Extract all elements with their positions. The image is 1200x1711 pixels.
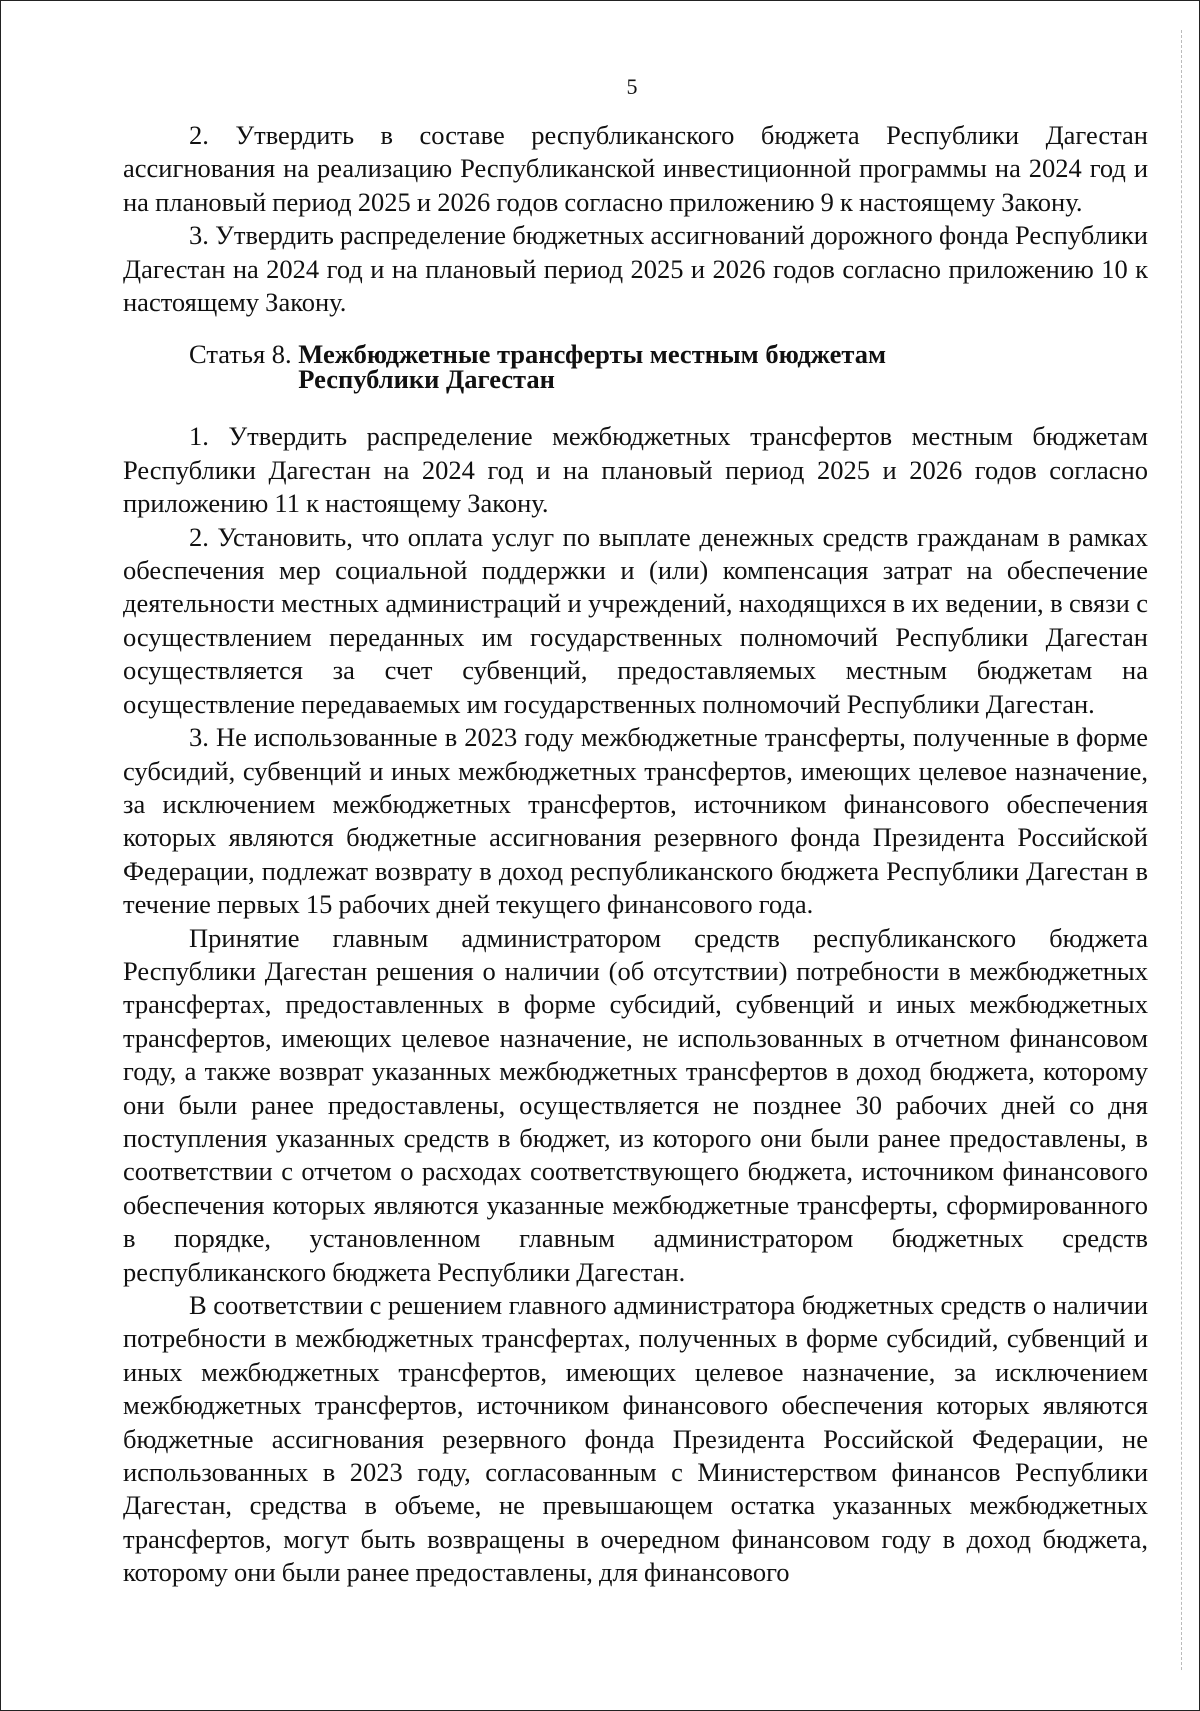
page-number: 5: [626, 74, 638, 99]
paragraph-appendix-9: 2. Утвердить в составе республиканского бюджета Республики Дагестан ассигнования на реализацию Республиканской инвестиционной программы на 2024 год и на плановый период 2025 и 2026 годов согласно приложению 9 к настоящему Закону.: [123, 120, 1148, 217]
article-title-line-1: Межбюджетные трансферты местным бюджетам: [298, 339, 887, 370]
paragraph-administrator-decision: Принятие главным администратором средств республиканского бюджета Республики Дагестан решения о наличии (об отсутствии) потребности в межбюджетных трансфертах, предоставленных в форме субсидий, субвенций и иных межбюджетных трансфертов, имеющих целевое назначение, не использованных в отчетном финансовом году, а также возврат указанных межбюджетных трансфертов в доход бюджета, которому они были ранее предоставлены, осуществляется не позднее 30 рабочих дней со дня поступления указанных средств в бюджет, из которого они были ранее предоставлены, в соответствии с отчетом о расходах соответствующего бюджета, источником финансового обеспечения которых являются указанные межбюджетные трансферты, сформированного в порядке, установленном главным администратором бюджетных средств республиканского бюджета Республики Дагестан.: [123, 922, 1148, 1287]
paragraph-return-of-funds: В соответствии с решением главного администратора бюджетных средств о наличии потребности в межбюджетных трансфертах, полученных в форме субсидий, субвенций и иных межбюджетных трансфертов, имеющих целевое назначение, за исключением межбюджетных трансфертов, источником финансового обеспечения которых являются бюджетные ассигнования резервного фонда Президента Российской Федерации, не использованных в 2023 году, согласованным с Министерством финансов Республики Дагестан, средства в объеме, не превышающем остатка указанных межбюджетных трансфертов, могут быть возвращены в очередном финансовом году в доход бюджета, которому они были ранее предоставлены, для финансового: [123, 1290, 1148, 1588]
article-number: Статья 8.: [189, 339, 299, 370]
paragraph-unused-transfers: 3. Не использованные в 2023 году межбюджетные трансферты, полученные в форме субсидий, субвенций и иных межбюджетных трансфертов, имеющих целевое назначение, за исключением межбюджетных трансфертов, источником финансового обеспечения которых являются бюджетные ассигнования резервного фонда Президента Российской Федерации, подлежат возврату в доход республиканского бюджета Республики Дагестан в течение первых 15 рабочих дней текущего финансового года.: [123, 722, 1148, 920]
paragraph-appendix-11: 1. Утвердить распределение межбюджетных трансфертов местным бюджетам Республики Дагестан на 2024 год и на плановый период 2025 и 2026 годов согласно приложению 11 к настоящему Закону.: [123, 421, 1148, 519]
article-title-line-2: Республики Дагестан: [298, 364, 555, 395]
article-heading: [123, 339, 1148, 395]
scan-edge-line: [1181, 30, 1182, 1670]
paragraph-appendix-10: 3. Утвердить распределение бюджетных ассигнований дорожного фонда Республики Дагестан на 2024 год и на плановый период 2025 и 2026 годов согласно приложению 10 к настоящему Закону.: [123, 220, 1148, 318]
paragraph-subventions: 2. Установить, что оплата услуг по выплате денежных средств гражданам в рамках обеспечения мер социальной поддержки и (или) компенсация затрат на обеспечение деятельности местных администраций и учреждений, находящихся в их ведении, в связи с осуществлением переданных им государственных полномочий Республики Дагестан осуществляется за счет субвенций, предоставляемых местным бюджетам на осуществление передаваемых им государственных полномочий Республики Дагестан.: [123, 521, 1148, 719]
document-body: [123, 119, 1148, 1590]
article-title: [298, 339, 887, 395]
